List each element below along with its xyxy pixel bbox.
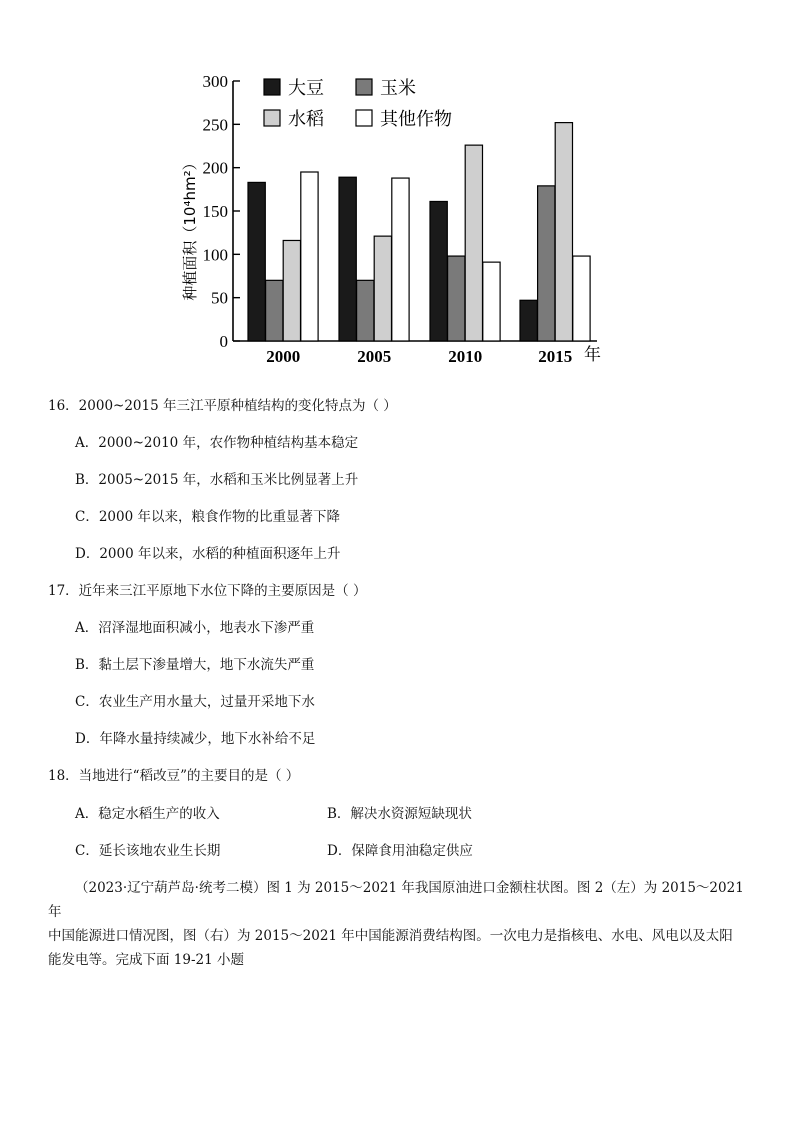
x-axis-labels bbox=[266, 347, 572, 366]
x-tick-label: 2015 bbox=[538, 347, 573, 366]
x-tick-label: 2005 bbox=[357, 347, 392, 366]
question-16-option-a: A．2000~2010 年，农作物种植结构基本稳定 bbox=[75, 435, 359, 451]
question-16-option-d: D．2000 年以来，水稻的种植面积逐年上升 bbox=[75, 546, 341, 562]
y-tick-label: 100 bbox=[202, 245, 228, 265]
bar-2010-大豆 bbox=[430, 201, 447, 341]
question-18-option-a: A．稳定水稻生产的收入 bbox=[75, 806, 220, 822]
chart-legend bbox=[264, 78, 452, 130]
bar-2005-水稻 bbox=[374, 236, 391, 341]
bar-2010-其他作物 bbox=[483, 262, 500, 341]
question-17-option-b: B．黏土层下渗量增大，地下水流失严重 bbox=[75, 657, 315, 673]
bar-2005-大豆 bbox=[339, 177, 356, 341]
question-18-option-d: D．保障食用油稳定供应 bbox=[327, 843, 473, 859]
question-16-option-b: B．2005~2015 年，水稻和玉米比例显著上升 bbox=[75, 472, 359, 488]
question-17-option-d: D．年降水量持续减少，地下水补给不足 bbox=[75, 731, 316, 747]
legend-label: 大豆 bbox=[288, 78, 324, 99]
bar-2000-其他作物 bbox=[301, 172, 318, 341]
bar-2015-水稻 bbox=[555, 123, 572, 341]
legend-label: 其他作物 bbox=[380, 109, 452, 130]
passage-intro bbox=[48, 876, 760, 972]
passage-line-2: 中国能源进口情况图，图（右）为 2015～2021 年中国能源消费结构图。一次电力是指核电、水电、风电以及太阳 bbox=[48, 928, 733, 944]
y-tick-label: 0 bbox=[219, 332, 228, 351]
bar-2010-玉米 bbox=[448, 256, 465, 341]
bar-2000-大豆 bbox=[248, 182, 265, 341]
y-tick-label: 250 bbox=[202, 115, 228, 135]
bar-2010-水稻 bbox=[465, 145, 482, 341]
bar-2005-玉米 bbox=[357, 280, 374, 341]
y-tick-label: 50 bbox=[211, 288, 228, 308]
legend-swatch bbox=[264, 79, 280, 95]
passage-line-1: （2023·辽宁葫芦岛·统考二模）图 1 为 2015～2021 年我国原油进口金额柱状图。图 2（左）为 2015～2021 年 bbox=[48, 880, 744, 920]
bar-2015-其他作物 bbox=[573, 256, 590, 341]
question-16-stem: 16．2000~2015 年三江平原种植结构的变化特点为（ ） bbox=[48, 398, 397, 414]
bar-2015-玉米 bbox=[538, 186, 555, 341]
legend-label: 玉米 bbox=[380, 78, 416, 99]
question-17-option-a: A．沼泽湿地面积减小，地表水下渗严重 bbox=[75, 620, 315, 636]
bar-2000-玉米 bbox=[266, 280, 283, 341]
bar-2015-大豆 bbox=[520, 300, 537, 341]
bar-2000-水稻 bbox=[283, 240, 300, 341]
question-17-stem: 17．近年来三江平原地下水位下降的主要原因是（ ） bbox=[48, 583, 367, 599]
legend-label: 水稻 bbox=[288, 109, 324, 130]
question-18-option-b: B．解决水资源短缺现状 bbox=[327, 806, 472, 822]
x-tick-label: 2010 bbox=[448, 347, 483, 366]
question-18-option-c: C．延长该地农业生长期 bbox=[75, 843, 221, 859]
y-axis-label: 种植面积（10⁴hm²） bbox=[181, 155, 199, 301]
crop-area-bar-chart bbox=[0, 0, 800, 380]
legend-swatch bbox=[356, 79, 372, 95]
x-axis-unit-label: 年 bbox=[584, 345, 601, 364]
chart-bars bbox=[248, 123, 590, 341]
question-16-option-c: C．2000 年以来，粮食作物的比重显著下降 bbox=[75, 509, 340, 525]
y-axis-ticks bbox=[203, 72, 241, 351]
x-tick-label: 2000 bbox=[266, 347, 301, 366]
question-17-option-c: C．农业生产用水量大，过量开采地下水 bbox=[75, 694, 315, 710]
y-tick-label: 300 bbox=[202, 72, 228, 91]
bar-2005-其他作物 bbox=[392, 178, 409, 341]
passage-line-3: 能发电等。完成下面 19-21 小题 bbox=[48, 952, 245, 968]
legend-swatch bbox=[356, 110, 372, 126]
question-18-stem: 18．当地进行“稻改豆”的主要目的是（ ） bbox=[48, 768, 300, 784]
legend-swatch bbox=[264, 110, 280, 126]
y-tick-label: 200 bbox=[202, 158, 228, 178]
y-tick-label: 150 bbox=[202, 202, 228, 221]
